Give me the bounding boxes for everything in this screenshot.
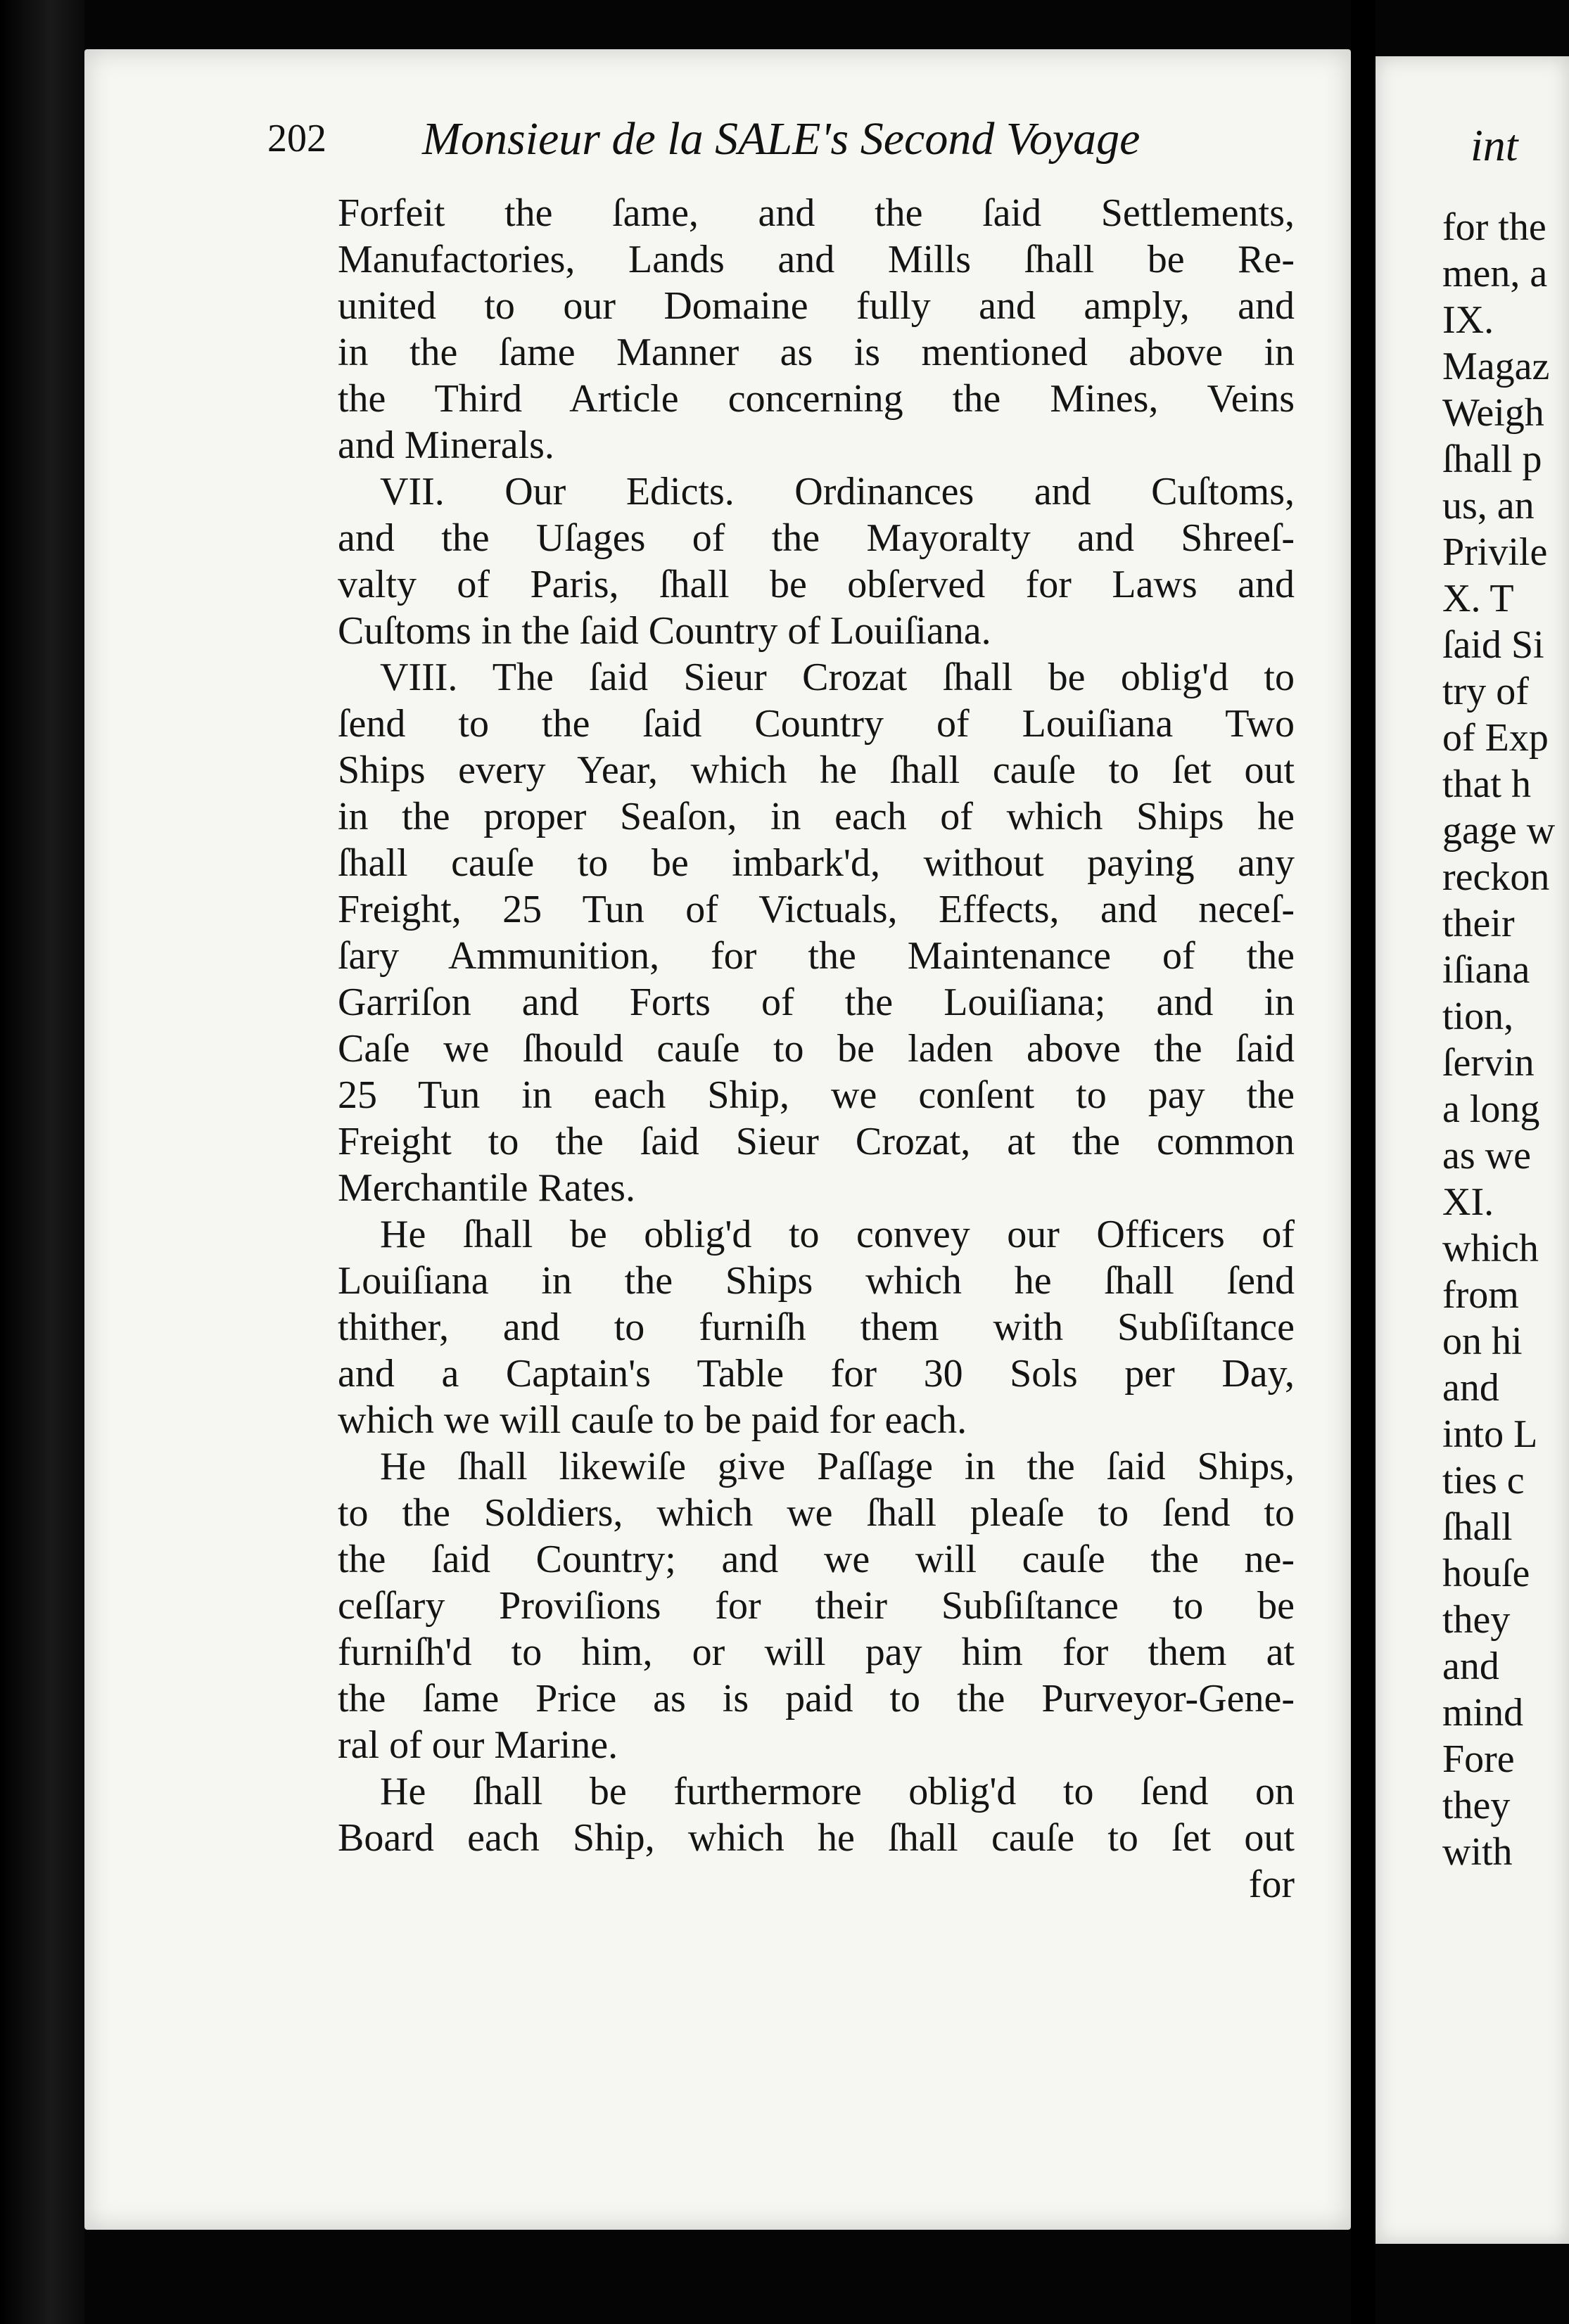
page-number: 202 [267, 117, 326, 160]
fragment-line: on hi [1442, 1320, 1523, 1363]
text-line: in the proper Seaſon, in each of which Ships he [338, 795, 1295, 838]
fragment-line: iſiana [1442, 948, 1530, 992]
fragment-line: IX. [1442, 298, 1494, 342]
text-line: 25 Tun in each Ship, we conſent to pay the [338, 1073, 1295, 1117]
fragment-line: Fore [1442, 1737, 1515, 1781]
text-line: ſary Ammunition, for the Maintenance of the [338, 934, 1295, 978]
text-line: to the Soldiers, which we ſhall pleaſe to ſend to [338, 1491, 1295, 1535]
text-line: Merchantile Rates. [338, 1166, 635, 1210]
text-line: Board each Ship, which he ſhall cauſe to ſet out [338, 1816, 1295, 1860]
fragment-line: with [1442, 1830, 1513, 1874]
fragment-line: ſhall p [1442, 438, 1542, 481]
text-line: ral of our Marine. [338, 1723, 618, 1767]
text-line: united to our Domaine fully and amply, and [338, 284, 1295, 328]
fragment-line: X. T [1442, 577, 1514, 620]
right-running-head-fragment: int [1470, 120, 1518, 170]
fragment-line: and [1442, 1645, 1499, 1688]
text-line: which we will cauſe to be paid for each. [338, 1398, 967, 1442]
text-line: thither, and to furniſh them with Subſiſtance [338, 1305, 1295, 1349]
text-line: the ſame Price as is paid to the Purveyor-Gene- [338, 1677, 1295, 1720]
fragment-line: ſhall [1442, 1505, 1513, 1549]
text-line: Forfeit the ſame, and the ſaid Settlements, [338, 191, 1295, 235]
text-line: in the ſame Manner as is mentioned above in [338, 331, 1295, 374]
fragment-line: Privile [1442, 530, 1548, 574]
text-line: He ſhall be oblig'd to convey our Officers of [380, 1213, 1295, 1256]
fragment-line: houſe [1442, 1552, 1530, 1595]
text-line: and a Captain's Table for 30 Sols per Day, [338, 1352, 1295, 1396]
fragment-line: that h [1442, 762, 1531, 806]
fragment-line: Magaz [1442, 345, 1550, 388]
fragment-line: which [1442, 1227, 1539, 1270]
text-line: Caſe we ſhould cauſe to be laden above the ſaid [338, 1027, 1295, 1071]
text-line: He ſhall be furthermore oblig'd to ſend on [380, 1770, 1295, 1813]
fragment-line: ties c [1442, 1459, 1525, 1502]
fragment-line: us, an [1442, 484, 1535, 528]
text-line: for [1248, 1863, 1295, 1906]
text-line: He ſhall likewiſe give Paſſage in the ſaid Ships, [380, 1445, 1295, 1488]
text-line: valty of Paris, ſhall be obſerved for Laws and [338, 563, 1295, 606]
text-line: ceſſary Proviſions for their Subſiſtance to be [338, 1584, 1295, 1628]
text-line: ſhall cauſe to be imbark'd, without paying any [338, 841, 1295, 885]
book-binding-edge [0, 0, 84, 2324]
fragment-line: of Exp [1442, 716, 1549, 760]
fragment-line: into L [1442, 1412, 1538, 1456]
fragment-line: their [1442, 902, 1515, 945]
right-page-text-fragment [1442, 204, 1569, 1875]
fragment-line: for the [1442, 205, 1546, 249]
text-line: furniſh'd to him, or will pay him for them at [338, 1630, 1295, 1674]
text-line: Freight, 25 Tun of Victuals, Effects, and neceſ- [338, 888, 1295, 931]
fragment-line: tion, [1442, 995, 1514, 1038]
text-line: Louiſiana in the Ships which he ſhall ſend [338, 1259, 1295, 1303]
running-title: Monsieur de la SALE's Second Voyage [422, 113, 1141, 165]
text-line: Freight to the ſaid Sieur Crozat, at the common [338, 1120, 1295, 1163]
fragment-line: ſaid Si [1442, 623, 1544, 667]
fragment-line: they [1442, 1598, 1511, 1642]
fragment-line: ſervin [1442, 1041, 1535, 1085]
fragment-line: Weigh [1442, 391, 1544, 435]
fragment-line: and [1442, 1366, 1499, 1410]
fragment-line: gage w [1442, 809, 1556, 853]
page-gutter [1351, 0, 1376, 2324]
text-line: the ſaid Country; and we will cauſe the ne- [338, 1538, 1295, 1581]
fragment-line: they [1442, 1784, 1511, 1827]
fragment-line: mind [1442, 1691, 1524, 1735]
text-line: and the Uſages of the Mayoralty and Shreeſ- [338, 516, 1295, 560]
fragment-line: reckon [1442, 855, 1550, 899]
fragment-line: from [1442, 1273, 1519, 1317]
text-line: VII. Our Edicts. Ordinances and Cuſtoms, [380, 470, 1295, 513]
text-line: Ships every Year, which he ſhall cauſe to ſet out [338, 748, 1295, 792]
text-line: VIII. The ſaid Sieur Crozat ſhall be oblig'd to [380, 656, 1295, 699]
text-line: and Minerals. [338, 423, 554, 467]
text-line: ſend to the ſaid Country of Louiſiana Two [338, 702, 1295, 746]
fragment-line: men, a [1442, 252, 1548, 295]
text-line: Garriſon and Forts of the Louiſiana; and in [338, 981, 1295, 1024]
text-line: Cuſtoms in the ſaid Country of Louiſiana. [338, 609, 991, 653]
text-line: Manufactories, Lands and Mills ſhall be Re- [338, 238, 1295, 281]
fragment-line: as we [1442, 1134, 1531, 1177]
fragment-line: XI. [1442, 1180, 1494, 1224]
text-line: the Third Article concerning the Mines, Veins [338, 377, 1295, 421]
fragment-line: try of [1442, 670, 1529, 713]
fragment-line: a long [1442, 1087, 1540, 1131]
left-page-text [338, 190, 1295, 1908]
